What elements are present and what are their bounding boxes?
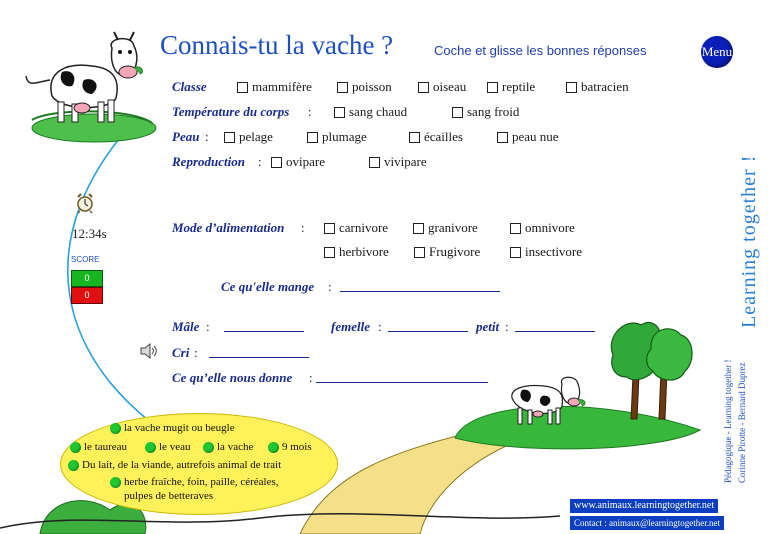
petit-colon: :: [505, 319, 509, 334]
answer-item[interactable]: la vache: [203, 441, 253, 453]
option-vivipare[interactable]: vivipare: [369, 154, 427, 170]
page-title: Connais-tu la vache ?: [160, 30, 394, 60]
male-drop-field[interactable]: [224, 319, 304, 332]
drag-handle-icon[interactable]: [110, 423, 121, 434]
answer-item[interactable]: le veau: [145, 441, 190, 453]
checkbox[interactable]: [510, 223, 521, 234]
checkbox[interactable]: [414, 247, 425, 258]
drag-handle-icon[interactable]: [68, 460, 79, 471]
checkbox[interactable]: [487, 82, 498, 93]
donne-label: Ce qu’elle nous donne: [172, 370, 293, 385]
drag-handle-icon[interactable]: [145, 442, 156, 453]
checkbox[interactable]: [510, 247, 521, 258]
checkbox[interactable]: [224, 132, 235, 143]
petit-label: petit: [476, 319, 500, 334]
option-reptile[interactable]: reptile: [487, 79, 535, 95]
male-label: Mâle: [172, 319, 200, 334]
credit-line-2: Corinne Pirotte - Bernard Duprez: [737, 362, 747, 483]
mange-label: Ce qu'elle mange: [221, 279, 315, 294]
site-link[interactable]: www.animaux.learningtogether.net: [570, 499, 718, 513]
temperature-label: Température du corps: [172, 104, 290, 119]
option-batracien[interactable]: batracien: [566, 79, 629, 95]
speaker-icon[interactable]: [139, 342, 157, 360]
contact-link[interactable]: Contact : animaux@learningtogether.net: [570, 516, 724, 530]
option-frugivore[interactable]: Frugivore: [414, 244, 480, 260]
answer-item[interactable]: herbe fraîche, foin, paille, céréales,: [110, 476, 279, 488]
menu-button[interactable]: Menu: [701, 36, 733, 68]
checkbox[interactable]: [324, 223, 335, 234]
donne-colon: :: [309, 370, 313, 385]
option-sang-chaud[interactable]: sang chaud: [334, 104, 407, 120]
checkbox[interactable]: [307, 132, 318, 143]
alimentation-label: Mode d’alimentation: [172, 220, 285, 235]
timer-display: 12:34s: [72, 226, 107, 241]
checkbox[interactable]: [452, 107, 463, 118]
femelle-colon: :: [378, 319, 382, 334]
reproduction-label: Reproduction: [172, 154, 245, 169]
femelle-drop-field[interactable]: [388, 319, 468, 332]
brand-vertical: [733, 100, 763, 330]
temperature-colon: :: [308, 104, 312, 119]
brand-text: Learning together !: [738, 154, 760, 328]
cri-colon: :: [194, 345, 198, 360]
answer-item: pulpes de betteraves: [124, 490, 214, 502]
checkbox[interactable]: [337, 82, 348, 93]
score-label: SCORE: [71, 255, 100, 264]
credit-line-1: Pédagogique - Learning together !: [723, 359, 733, 483]
drag-handle-icon[interactable]: [203, 442, 214, 453]
mange-colon: :: [328, 279, 332, 294]
credits-vertical: [719, 345, 757, 485]
checkbox[interactable]: [369, 157, 380, 168]
checkbox[interactable]: [324, 247, 335, 258]
peau-colon: :: [205, 129, 209, 144]
option-poisson[interactable]: poisson: [337, 79, 392, 95]
cow-icon: [500, 376, 592, 440]
male-colon: :: [206, 319, 210, 334]
cri-drop-field[interactable]: [209, 345, 309, 358]
score-correct: 0: [71, 270, 103, 287]
option-granivore[interactable]: granivore: [413, 220, 478, 236]
mange-drop-field[interactable]: [340, 279, 500, 292]
option-mammifere[interactable]: mammifère: [237, 79, 312, 95]
drag-handle-icon[interactable]: [70, 442, 81, 453]
option-plumage[interactable]: plumage: [307, 129, 367, 145]
checkbox[interactable]: [566, 82, 577, 93]
drag-handle-icon[interactable]: [268, 442, 279, 453]
checkbox[interactable]: [334, 107, 345, 118]
classe-label: Classe: [172, 79, 207, 94]
alimentation-colon: :: [301, 220, 305, 235]
option-sang-froid[interactable]: sang froid: [452, 104, 519, 120]
option-pelage[interactable]: pelage: [224, 129, 273, 145]
checkbox[interactable]: [418, 82, 429, 93]
option-oiseau[interactable]: oiseau: [418, 79, 466, 95]
checkbox[interactable]: [413, 223, 424, 234]
alarm-clock-icon: [75, 192, 95, 214]
checkbox[interactable]: [237, 82, 248, 93]
reproduction-colon: :: [258, 154, 262, 169]
cri-label: Cri: [172, 345, 190, 360]
answer-item[interactable]: le taureau: [70, 441, 127, 453]
option-herbivore[interactable]: herbivore: [324, 244, 389, 260]
tree-icon: [605, 315, 697, 425]
option-omnivore[interactable]: omnivore: [510, 220, 575, 236]
answer-item[interactable]: la vache mugit ou beugle: [110, 422, 235, 434]
femelle-label: femelle: [331, 319, 370, 334]
checkbox[interactable]: [271, 157, 282, 168]
answer-item[interactable]: 9 mois: [268, 441, 312, 453]
cow-icon: [22, 28, 162, 146]
petit-drop-field[interactable]: [515, 319, 595, 332]
option-carnivore[interactable]: carnivore: [324, 220, 388, 236]
page-subtitle: Coche et glisse les bonnes réponses: [434, 43, 647, 58]
option-ovipare[interactable]: ovipare: [271, 154, 325, 170]
peau-label: Peau: [172, 129, 200, 144]
drag-handle-icon[interactable]: [110, 477, 121, 488]
donne-drop-field[interactable]: [316, 370, 488, 383]
option-peau-nue[interactable]: peau nue: [497, 129, 559, 145]
checkbox[interactable]: [409, 132, 420, 143]
option-ecailles[interactable]: écailles: [409, 129, 463, 145]
score-wrong: 0: [71, 287, 103, 304]
answer-item[interactable]: Du lait, de la viande, autrefois animal de trait: [68, 459, 281, 471]
checkbox[interactable]: [497, 132, 508, 143]
option-insectivore[interactable]: insectivore: [510, 244, 582, 260]
